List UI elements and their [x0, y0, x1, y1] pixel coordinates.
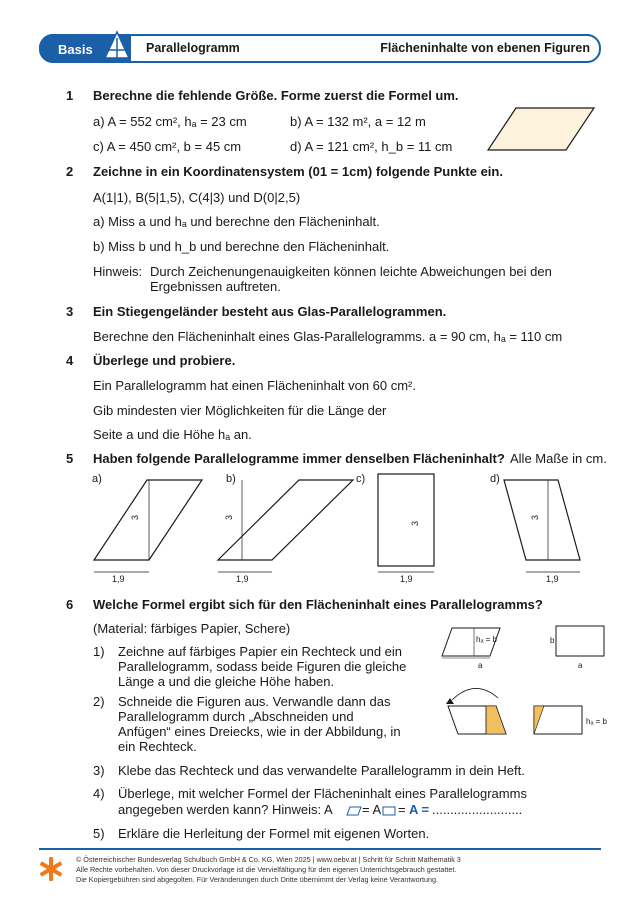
footer-line1: © Österreichischer Bundesverlag Schulbuch GmbH & Co. KG, Wien 2025 | www.oebv.at | Schritt für Schritt Mathematik 3 — [76, 855, 461, 864]
fig-a-base: 1,9 — [112, 574, 125, 584]
step-4-eq: = A — [362, 802, 382, 817]
step-4-number: 4) — [93, 786, 105, 801]
step-2-line4: ein Rechteck. — [118, 739, 197, 754]
task-4-line3: Seite a und die Höhe hₐ an. — [93, 427, 252, 442]
header-topic: Parallelogramm — [146, 41, 240, 55]
task-5-number: 5 — [66, 451, 74, 466]
step-4-line1: Überlege, mit welcher Formel der Flächeninhalt eines Parallelogramms — [118, 786, 527, 801]
step-5-line1: Erkläre die Herleitung der Formel mit eigenen Worten. — [118, 826, 430, 841]
fig6-ha-b-label-1: hₐ = b — [476, 635, 497, 644]
triangle-logo-icon — [104, 30, 130, 62]
task-2-points: A(1|1), B(5|1,5), C(4|3) und D(0|2,5) — [93, 190, 301, 205]
parallelogram-mini-icon — [346, 805, 362, 816]
task-1c: c) A = 450 cm², b = 45 cm — [93, 139, 242, 154]
step-1-number: 1) — [93, 644, 105, 659]
fig-c-label: c) — [356, 473, 366, 485]
task-5-figures — [80, 468, 600, 586]
task-3-number: 3 — [66, 304, 74, 319]
fig6-a-label-2: a — [578, 661, 583, 670]
step-5-number: 5) — [93, 826, 105, 841]
step-3-number: 3) — [93, 763, 105, 778]
fig-a-label: a) — [92, 473, 102, 485]
header-chapter: Flächeninhalte von ebenen Figuren — [380, 41, 590, 55]
task-4-line2: Gib mindesten vier Möglichkeiten für die Länge der — [93, 403, 387, 418]
task-6-number: 6 — [66, 597, 74, 612]
publisher-logo-icon — [38, 855, 64, 883]
task-2a: a) Miss a und hₐ und berechne den Flächeninhalt. — [93, 214, 380, 229]
task-5-title: Haben folgende Parallelogramme immer denselben Flächeninhalt? — [93, 451, 505, 466]
step-2-line1: Schneide die Figuren aus. Verwandle dann das — [118, 694, 391, 709]
task-2-number: 2 — [66, 164, 74, 179]
task-1-title: Berechne die fehlende Größe. Forme zuerst die Formel um. — [93, 88, 459, 103]
step-3-line1: Klebe das Rechteck und das verwandelte Parallelogramm in dein Heft. — [118, 763, 525, 778]
step-2-line2: Parallelogramm durch „Abschneiden und — [118, 709, 354, 724]
parallelogram-figure — [486, 106, 596, 152]
fig-b-label: b) — [226, 473, 236, 485]
fig-d-height: 3 — [530, 514, 540, 520]
task-1d: d) A = 121 cm², h_b = 11 cm — [290, 139, 453, 154]
footer-rule — [39, 848, 601, 850]
task-2b: b) Miss b und h_b und berechne den Flächeninhalt. — [93, 239, 390, 254]
fig-a-height: 3 — [130, 514, 140, 520]
task-2-title: Zeichne in ein Koordinatensystem (01 = 1cm) folgende Punkte ein. — [93, 164, 503, 179]
footer-line3: Die Kopiergebühren sind abgegolten. Für Veränderungen durch Dritte übernimmt der Verlag keine Verantwortung. — [76, 875, 438, 884]
task-2-hint-label: Hinweis: — [93, 264, 143, 279]
step-2-number: 2) — [93, 694, 105, 709]
task-1b: b) A = 132 m², a = 12 m — [290, 114, 426, 129]
fig6-b-label: b — [550, 636, 555, 645]
task-4-line1: Ein Parallelogramm hat einen Flächeninhalt von 60 cm². — [93, 378, 417, 393]
fig-c-base: 1,9 — [400, 574, 413, 584]
step-1-line3: Länge a und die gleiche Höhe haben. — [118, 674, 335, 689]
task-1-number: 1 — [66, 88, 74, 103]
step-1-line2: Parallelogramm, sodass beide Figuren die gleiche — [118, 659, 407, 674]
step-4-formula: A = — [409, 802, 430, 817]
rectangle-mini-icon — [382, 805, 396, 816]
fig6-ha-b-label-2: hₐ = b — [586, 717, 607, 726]
task-6-figures — [430, 618, 610, 750]
task-3-title: Ein Stiegengeländer besteht aus Glas-Parallelogrammen. — [93, 304, 447, 319]
step-4-blank: ......................... — [432, 802, 523, 817]
task-4-title: Überlege und probiere. — [93, 353, 236, 368]
task-5-note: Alle Maße in cm. — [510, 451, 607, 466]
step-4-eq2: = — [398, 802, 406, 817]
task-2-hint-line1: Durch Zeichenungenauigkeiten können leichte Abweichungen bei den — [150, 264, 552, 279]
fig6-a-label-1: a — [478, 661, 483, 670]
task-2-hint-line2: Ergebnissen auftreten. — [150, 279, 281, 294]
fig-b-base: 1,9 — [236, 574, 249, 584]
step-4-line2: angegeben werden kann? Hinweis: A — [118, 802, 333, 817]
fig-b-height: 3 — [224, 514, 234, 520]
fig-d-label: d) — [490, 473, 500, 485]
step-2-line3: Anfügen“ eines Dreiecks, wie in der Abbildung, in — [118, 724, 401, 739]
task-1a: a) A = 552 cm², hₐ = 23 cm — [93, 114, 247, 129]
task-6-material: (Material: färbiges Papier, Schere) — [93, 621, 291, 636]
fig-d-base: 1,9 — [546, 574, 559, 584]
task-3-text: Berechne den Flächeninhalt eines Glas-Parallelogramms. a = 90 cm, hₐ = 110 cm — [93, 329, 563, 344]
fig-c-height: 3 — [410, 520, 420, 526]
task-4-number: 4 — [66, 353, 74, 368]
step-1-line1: Zeichne auf färbiges Papier ein Rechteck und ein — [118, 644, 403, 659]
task-6-title: Welche Formel ergibt sich für den Flächeninhalt eines Parallelogramms? — [93, 597, 543, 612]
level-badge-label: Basis — [58, 42, 93, 57]
footer-line2: Alle Rechte vorbehalten. Von dieser Druckvorlage ist die Vervielfältigung für den eigenen Unterrichtsgebrauch gestattet. — [76, 865, 457, 874]
